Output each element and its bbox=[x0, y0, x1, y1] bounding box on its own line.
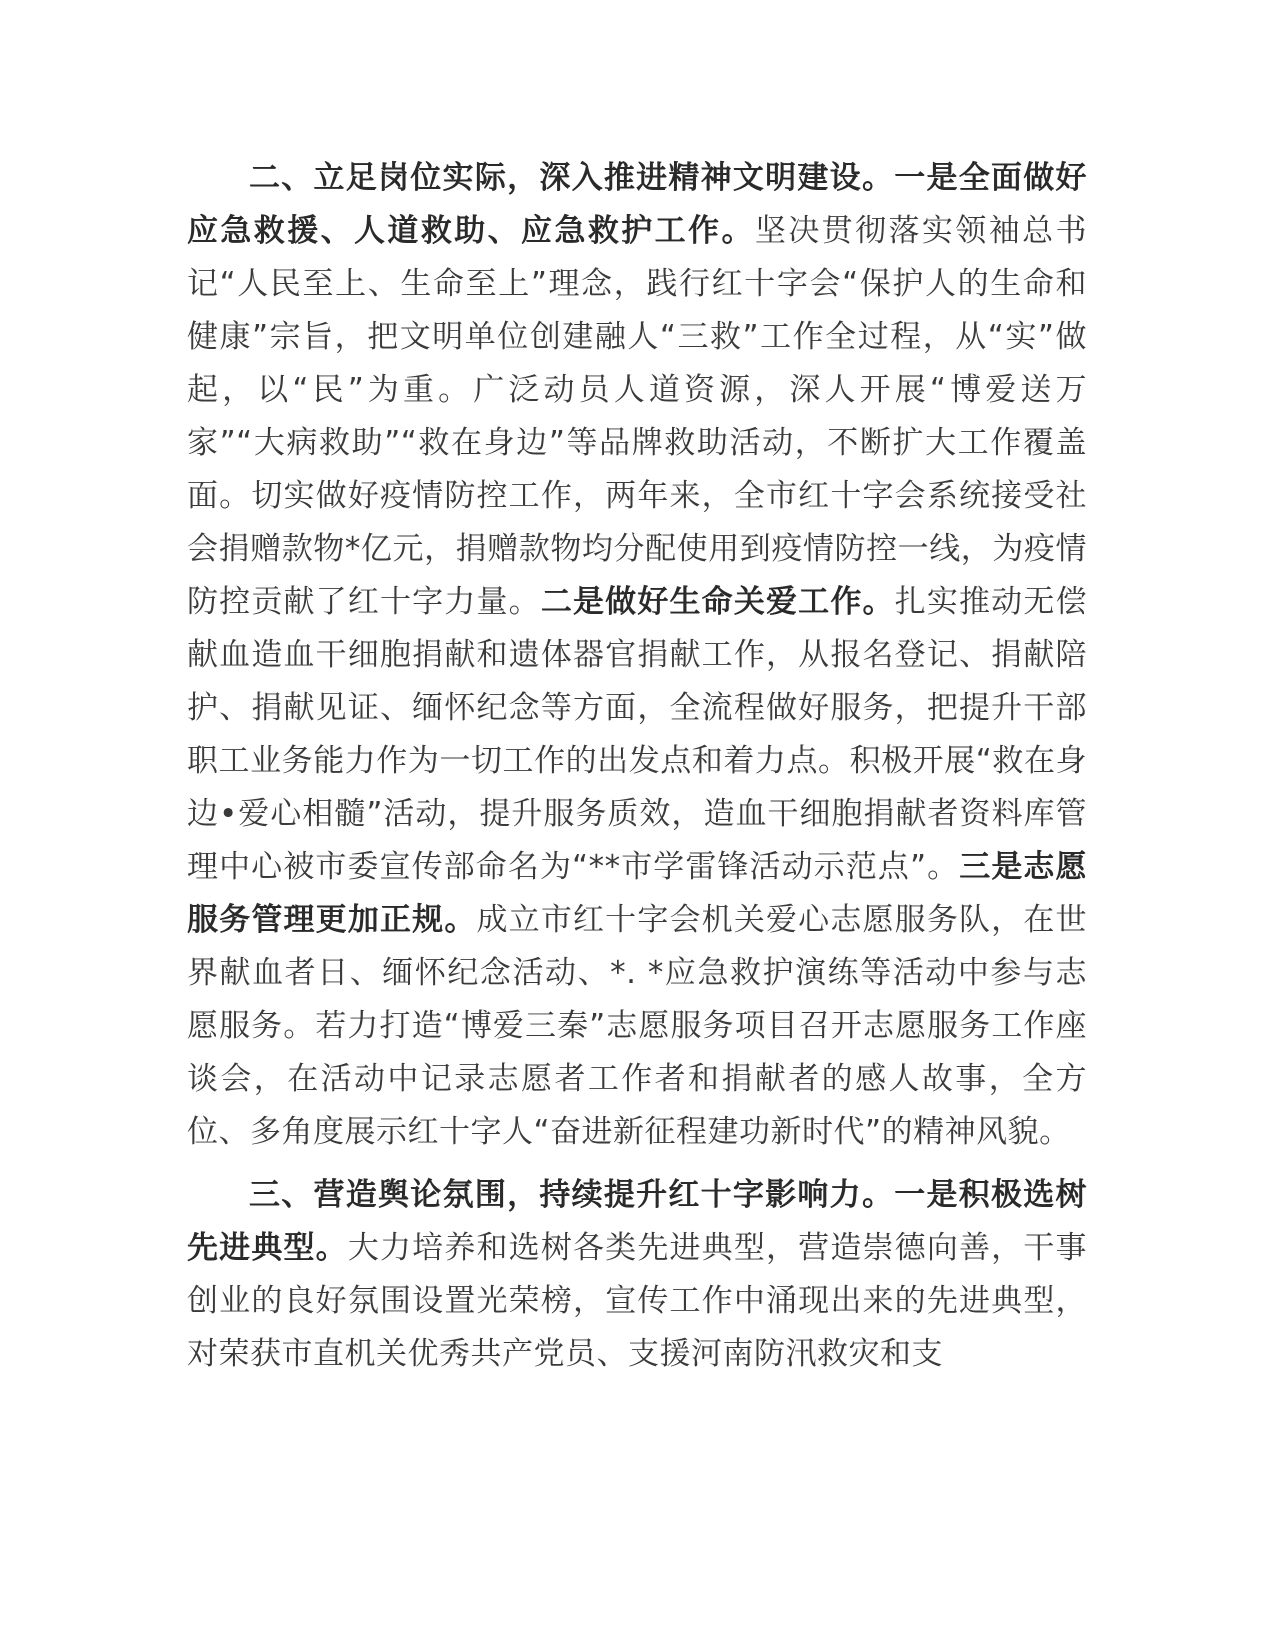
subpoint-heading: 一是全面做好应急救援、人道救助、应急救护工作。 bbox=[187, 160, 1088, 249]
body-text: 成立市红十字会机关爱心志愿服务队，在世界献血者日、缅怀纪念活动、*. *应急救护演练等活动中参与志愿服务。若力打造“博爱三秦”志愿服务项目召开志愿服务工作座谈会，在活动中记录志愿者工作者和捐献者的感人故事，全方位、多角度展示红十字人“奋进新征程建功新时代”的精神风貌。 bbox=[187, 902, 1087, 1150]
body-text: 扎实推动无偿献血造血干细胞捐献和遗体器官捐献工作，从报名登记、捐献陪护、捐献见证、缅怀纪念等方面，全流程做好服务，把提升干部职工业务能力作为一切工作的出发点和着力点。积极开展“救在身边•爱心相髓”活动，提升服务质效，造血干细胞捐献者资料库管理中心被市委宣传部命名为“**市学雷锋活动示范点”。 bbox=[187, 584, 1088, 885]
section-heading: 二、立足岗位实际，深入推进精神文明建设。 bbox=[249, 160, 895, 196]
subpoint-heading: 一是积极选树先进典型。 bbox=[187, 1177, 1088, 1266]
subpoint-heading: 三是志愿服务管理更加正规。 bbox=[187, 849, 1087, 938]
subpoint-heading: 二是做好生命关爱工作。 bbox=[540, 584, 895, 620]
body-text: 大力培养和选树各类先进典型，营造崇德向善，干事创业的良好氛围设置光荣榜，宣传工作中涌现出来的先进典型，对荣获市直机关优秀共产党员、支援河南防汛救灾和支 bbox=[187, 1230, 1088, 1372]
document-body bbox=[187, 152, 1087, 1381]
paragraph-section-three bbox=[187, 1169, 1087, 1381]
paragraph-section-two bbox=[187, 152, 1087, 1159]
body-text: 坚决贯彻落实领袖总书记“人民至上、生命至上”理念，践行红十字会“保护人的生命和健康”宗旨，把文明单位创建融人“三救”工作全过程，从“实”做起，以“民”为重。广泛动员人道资源，深人开展“博爱送万家”“大病救助”“救在身边”等品牌救助活动，不断扩大工作覆盖面。切实做好疫情防控工作，两年来，全市红十字会系统接受社会捐赠款物*亿元，捐赠款物均分配使用到疫情防控一线，为疫情防控贡献了红十字力量。 bbox=[187, 213, 1088, 620]
section-heading: 三、营造舆论氛围，持续提升红十字影响力。 bbox=[249, 1177, 895, 1213]
